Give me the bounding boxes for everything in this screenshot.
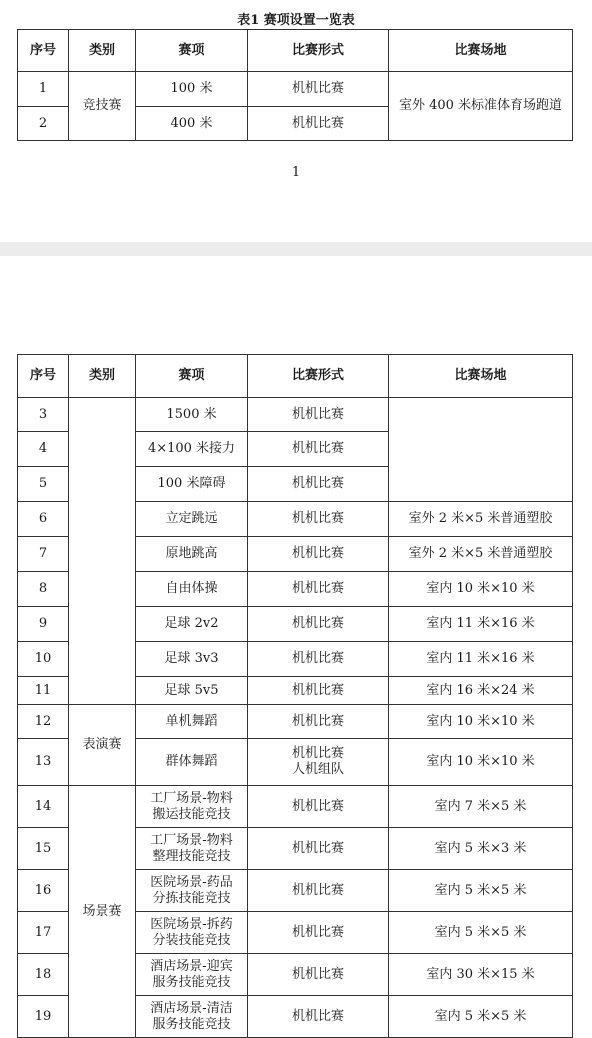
cell-event: 立定跳远	[136, 502, 248, 537]
header-category: 类别	[69, 355, 136, 398]
cell-no: 14	[18, 786, 69, 828]
cell-event: 400 米	[136, 107, 248, 141]
cell-format: 机机比赛	[248, 677, 389, 705]
cell-event	[136, 996, 248, 1038]
cell-no: 3	[18, 398, 69, 432]
header-venue: 比赛场地	[389, 30, 573, 72]
header-category: 类别	[69, 30, 136, 72]
cell-category: 场景赛	[69, 786, 136, 1038]
cell-venue: 室外 400 米标准体育场跑道	[389, 72, 573, 141]
header-venue: 比赛场地	[389, 355, 573, 398]
cell-format: 机机比赛	[248, 537, 389, 572]
event-line: 工厂场景-物料	[150, 832, 233, 848]
cell-event	[136, 870, 248, 912]
cell-event: 足球 5v5	[136, 677, 248, 705]
cell-event: 100 米	[136, 72, 248, 107]
cell-format: 机机比赛	[248, 705, 389, 739]
table-header-row	[18, 30, 573, 72]
cell-no: 9	[18, 607, 69, 642]
table-row	[18, 72, 573, 107]
cell-event: 1500 米	[136, 398, 248, 432]
events-table-part-1	[17, 29, 573, 141]
cell-format: 机机比赛	[248, 502, 389, 537]
header-event: 赛项	[136, 30, 248, 72]
cell-event: 群体舞蹈	[136, 739, 248, 786]
event-line: 医院场景-拆药	[150, 916, 233, 932]
event-line: 整理技能竞技	[152, 848, 231, 864]
cell-format: 机机比赛	[248, 912, 389, 954]
table-row	[18, 786, 573, 828]
cell-format: 机机比赛	[248, 642, 389, 677]
cell-no: 12	[18, 705, 69, 739]
cell-venue: 室内 11 米×16 米	[389, 642, 573, 677]
cell-no: 18	[18, 954, 69, 996]
cell-no: 19	[18, 996, 69, 1038]
cell-event	[136, 954, 248, 996]
cell-no: 2	[18, 107, 69, 141]
events-table-part-2	[17, 354, 573, 1038]
cell-format: 机机比赛	[248, 954, 389, 996]
cell-venue: 室内 10 米×10 米	[389, 705, 573, 739]
cell-format: 机机比赛	[248, 572, 389, 607]
page-separator	[0, 242, 592, 256]
cell-no: 8	[18, 572, 69, 607]
cell-format: 机机比赛	[248, 786, 389, 828]
event-line: 医院场景-药品	[150, 874, 233, 890]
cell-event: 足球 3v3	[136, 642, 248, 677]
cell-venue: 室内 5 米×3 米	[389, 828, 573, 870]
header-format: 比赛形式	[248, 30, 389, 72]
event-line: 服务技能竞技	[152, 1016, 231, 1032]
cell-format: 机机比赛	[248, 828, 389, 870]
cell-event: 4×100 米接力	[136, 432, 248, 467]
cell-format: 机机比赛	[248, 870, 389, 912]
cell-format: 机机比赛	[248, 467, 389, 502]
cell-event	[136, 786, 248, 828]
event-line: 搬运技能竞技	[152, 806, 231, 822]
cell-venue: 室内 11 米×16 米	[389, 607, 573, 642]
cell-category-empty	[69, 398, 136, 705]
cell-no: 10	[18, 642, 69, 677]
cell-no: 15	[18, 828, 69, 870]
cell-event: 单机舞蹈	[136, 705, 248, 739]
cell-venue: 室内 10 米×10 米	[389, 739, 573, 786]
cell-no: 7	[18, 537, 69, 572]
cell-format: 机机比赛	[248, 72, 389, 107]
cell-no: 17	[18, 912, 69, 954]
cell-venue: 室外 2 米×5 米普通塑胶	[389, 537, 573, 572]
header-event: 赛项	[136, 355, 248, 398]
cell-event: 原地跳高	[136, 537, 248, 572]
cell-format: 机机比赛	[248, 432, 389, 467]
page-1	[0, 0, 592, 242]
cell-venue: 室内 16 米×24 米	[389, 677, 573, 705]
cell-format	[248, 739, 389, 786]
cell-venue: 室内 30 米×15 米	[389, 954, 573, 996]
cell-event: 自由体操	[136, 572, 248, 607]
cell-format: 机机比赛	[248, 607, 389, 642]
cell-format: 机机比赛	[248, 398, 389, 432]
cell-no: 16	[18, 870, 69, 912]
page-number: 1	[291, 165, 301, 180]
event-line: 工厂场景-物料	[150, 790, 233, 806]
event-line: 酒店场景-清洁	[150, 1000, 233, 1016]
event-line: 酒店场景-迎宾	[150, 958, 233, 974]
cell-event: 100 米障碍	[136, 467, 248, 502]
cell-no: 11	[18, 677, 69, 705]
cell-no: 6	[18, 502, 69, 537]
cell-event	[136, 828, 248, 870]
event-line: 分装技能竞技	[152, 932, 231, 948]
cell-event: 足球 2v2	[136, 607, 248, 642]
table-row	[18, 398, 573, 432]
cell-category: 表演赛	[69, 705, 136, 786]
cell-no: 1	[18, 72, 69, 107]
cell-venue: 室内 7 米×5 米	[389, 786, 573, 828]
cell-event	[136, 912, 248, 954]
table-row	[18, 705, 573, 739]
table-caption: 表1 赛项设置一览表	[237, 13, 355, 28]
header-format: 比赛形式	[248, 355, 389, 398]
cell-format: 机机比赛	[248, 996, 389, 1038]
cell-venue: 室内 5 米×5 米	[389, 996, 573, 1038]
cell-venue: 室内 10 米×10 米	[389, 572, 573, 607]
cell-venue: 室内 5 米×5 米	[389, 870, 573, 912]
header-no: 序号	[18, 355, 69, 398]
event-line: 服务技能竞技	[152, 974, 231, 990]
format-line: 人机组队	[291, 762, 344, 777]
cell-venue: 室外 2 米×5 米普通塑胶	[389, 502, 573, 537]
cell-venue-empty	[389, 398, 573, 502]
cell-venue: 室内 5 米×5 米	[389, 912, 573, 954]
cell-format: 机机比赛	[248, 107, 389, 141]
event-line: 分拣技能竞技	[152, 890, 231, 906]
cell-no: 13	[18, 739, 69, 786]
cell-no: 4	[18, 432, 69, 467]
format-line: 机机比赛	[291, 746, 344, 761]
cell-no: 5	[18, 467, 69, 502]
cell-category: 竞技赛	[69, 72, 136, 141]
table-header-row	[18, 355, 573, 398]
header-no: 序号	[18, 30, 69, 72]
